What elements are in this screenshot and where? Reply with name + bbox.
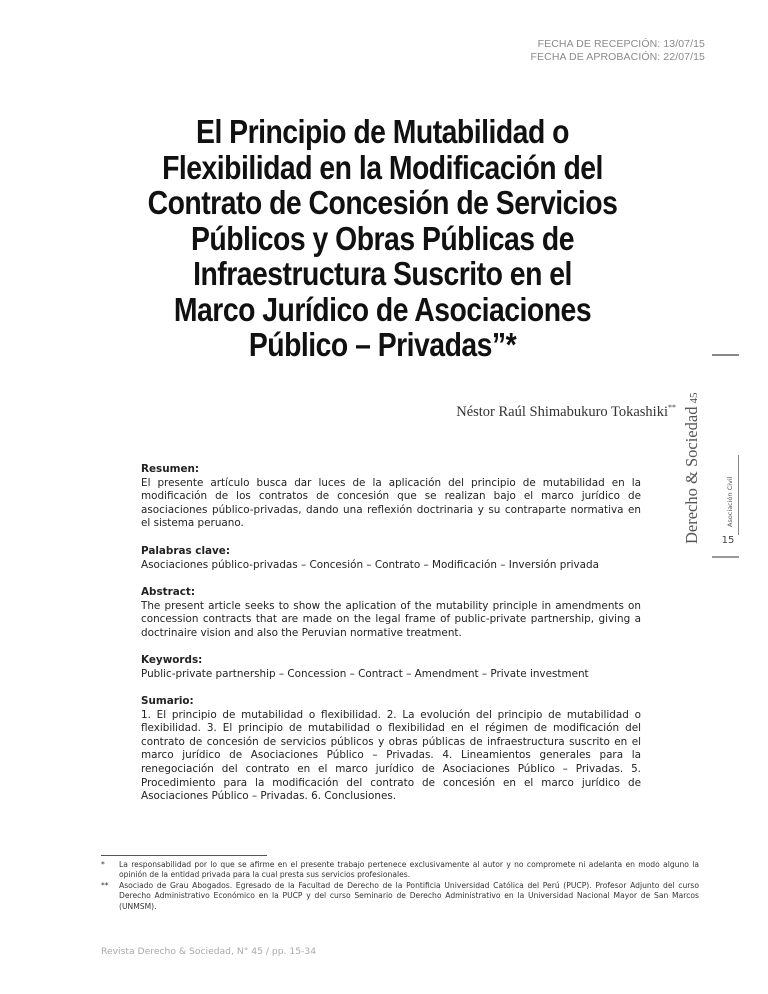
reception-date: FECHA DE RECEPCIÓN: 13/07/15 — [537, 38, 705, 50]
author-footnote-mark: ** — [668, 403, 676, 412]
footnote-mark: * — [101, 860, 105, 869]
abstract-section — [141, 586, 641, 640]
resumen-text: El presente artículo busca dar luces de la aplicación del principio de mutabilidad en la modificación de los contratos de concesión que se realizan bajo el marco jurídico de asociaciones público-privadas, dando una reflexión doctrinaria y su contraparte normativa en el sistema peruano. — [141, 476, 641, 530]
journal-title-text: Derecho & Sociedad — [682, 406, 701, 544]
palabras-clave-text: Asociaciones público-privadas – Concesión – Contrato – Modificación – Inversión privada — [141, 558, 600, 571]
footnote-text: Asociado de Grau Abogados. Egresado de la Facultad de Derecho de la Pontificia Universidad Católica del Perú (PUCP). Profesor Adjunto del curso Derecho Administrativo Económico en la PUCP y del curso Seminario de Derecho Administrativo en la Universidad Nacional Mayor de San Marcos (UNMSM). — [119, 880, 699, 911]
footnote — [101, 860, 699, 881]
footnote-text: La responsabilidad por lo que se afirme en el presente trabajo pertenece exclusivamente al autor y no compromete ni adelanta en modo alguno la opinión de la entidad privada para la cual presta sus servicios profesionales. — [119, 860, 699, 880]
page-number: 15 — [721, 535, 735, 546]
author-byline — [456, 403, 676, 421]
sidebar-bottom-rule — [712, 556, 739, 558]
resumen-heading: Resumen: — [141, 463, 200, 475]
sidebar-subtitle: Asociación Civil — [726, 476, 734, 527]
footnote-rule — [101, 855, 267, 856]
title-line: Flexibilidad en la Modificación del — [162, 148, 603, 186]
footnotes — [101, 860, 699, 912]
sidebar-journal-title — [682, 360, 702, 544]
title-line: Infraestructura Suscrito en el — [193, 255, 572, 292]
title-line: Contrato de Concesión de Servicios — [147, 184, 618, 221]
sidebar-divider — [738, 455, 739, 535]
palabras-clave-section — [141, 545, 641, 572]
palabras-clave-heading: Palabras clave: — [141, 545, 231, 557]
title-line: El Principio de Mutabilidad o — [196, 113, 569, 150]
sumario-section — [141, 695, 641, 804]
article-title — [140, 114, 626, 363]
sumario-text: 1. El principio de mutabilidad o flexibilidad. 2. La evolución del principio de mutabilidad o flexibilidad. 3. El principio de mutabilidad o flexibilidad en el régimen de modificación del contrato de concesión de servicios públicos y obras públicas de infraestructura suscrito en el marco jurídico de Asociaciones Público – Privadas. 4. Lineamientos generales para la renegociación del contrato en el marco jurídico de Asociaciones Público – Privadas. 5. Procedimiento para la modificación del contrato de concesión en el marco jurídico de Asociaciones Público – Privadas. 6. Conclusiones. — [141, 708, 641, 803]
keywords-section — [141, 654, 641, 681]
dates-header — [531, 38, 705, 64]
keywords-text: Public-private partnership – Concession – Contract – Amendment – Private investment — [141, 667, 589, 680]
footnote — [101, 881, 699, 912]
abstract-text: The present article seeks to show the aplication of the mutability principle in amendments on concession contracts that are made on the legal frame of public-private partnership, giving a doctrinaire vision and also the Peruvian normative treatment. — [141, 599, 641, 639]
sumario-heading: Sumario: — [141, 695, 194, 707]
title-line: Marco Jurídico de Asociaciones — [173, 290, 592, 328]
title-line: Públicos y Obras Públicas de — [190, 219, 575, 257]
keywords-heading: Keywords: — [141, 654, 203, 666]
abstract-heading: Abstract: — [141, 586, 196, 598]
resumen-section — [141, 463, 641, 531]
title-line: Público – Privadas”* — [248, 326, 517, 363]
footnote-mark: ** — [101, 880, 109, 890]
approval-date: FECHA DE APROBACIÓN: 22/07/15 — [530, 51, 705, 63]
journal-citation: Revista Derecho & Sociedad, N° 45 / pp. 15-34 — [101, 946, 317, 957]
sidebar-top-rule — [712, 354, 739, 356]
author-name: Néstor Raúl Shimabukuro Tokashiki — [456, 404, 668, 420]
journal-issue: 45 — [688, 392, 700, 404]
